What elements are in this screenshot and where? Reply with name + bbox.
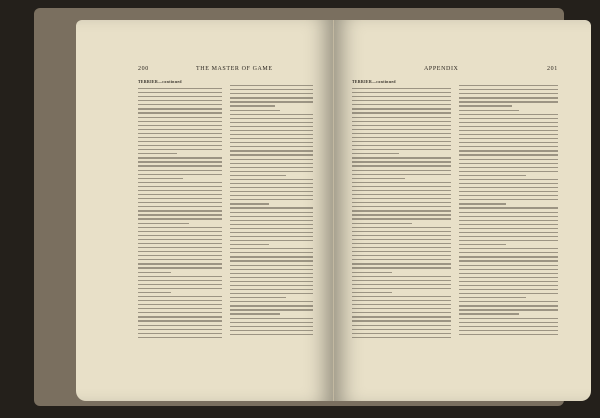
text-line (230, 301, 314, 302)
text-line (352, 320, 451, 321)
text-line (459, 265, 558, 266)
text-line (138, 227, 222, 228)
text-line (138, 206, 222, 207)
text-line (352, 235, 451, 236)
text-line (352, 165, 451, 166)
text-line (352, 267, 451, 268)
text-line (459, 130, 558, 131)
text-line (352, 251, 451, 252)
text-line (230, 207, 314, 208)
text-line (138, 125, 222, 126)
text-line (459, 187, 558, 188)
text-line (459, 114, 558, 115)
text-line (230, 318, 314, 319)
right-column-head: TERRIER—continued (352, 80, 396, 84)
text-line (459, 138, 558, 139)
right-page (334, 20, 591, 401)
text-line (230, 195, 314, 196)
text-line (352, 316, 451, 317)
text-line (138, 243, 222, 244)
text-line (230, 179, 314, 180)
text-line (459, 216, 558, 217)
text-line (352, 280, 451, 281)
text-line (352, 182, 451, 183)
text-line (230, 228, 314, 229)
text-line (230, 199, 314, 200)
text-line (352, 206, 451, 207)
text-line (459, 183, 558, 184)
text-line (138, 108, 222, 109)
text-line (230, 305, 314, 306)
right-running-head: APPENDIX (424, 66, 459, 72)
text-line (459, 89, 558, 90)
text-line (230, 269, 314, 270)
text-line (230, 326, 314, 327)
text-line (459, 334, 558, 335)
text-line (352, 121, 451, 122)
text-line (352, 202, 451, 203)
text-line (138, 325, 222, 326)
text-line (138, 263, 222, 264)
text-line (230, 97, 314, 98)
text-line (230, 248, 314, 249)
text-line (138, 312, 222, 313)
text-line (459, 228, 558, 229)
text-line (352, 296, 451, 297)
text-line (138, 88, 222, 89)
text-line (459, 212, 558, 213)
text-line (230, 146, 314, 147)
text-line (459, 154, 558, 155)
text-line (138, 186, 222, 187)
text-line (459, 126, 558, 127)
text-line (459, 97, 558, 98)
text-line (459, 146, 558, 147)
text-line (138, 300, 222, 301)
text-line (138, 202, 222, 203)
text-line (138, 137, 222, 138)
text-line (459, 93, 558, 94)
text-line (138, 284, 222, 285)
text-line (230, 236, 314, 237)
text-line (230, 313, 281, 314)
text-line (230, 289, 314, 290)
text-line (459, 269, 558, 270)
text-line (352, 96, 451, 97)
text-line (138, 153, 177, 154)
text-line (352, 194, 451, 195)
text-line (138, 223, 189, 224)
text-line (138, 149, 222, 150)
text-line (230, 256, 314, 257)
text-line (230, 89, 314, 90)
left-body-text (138, 80, 313, 340)
text-line (352, 214, 451, 215)
text-line (352, 312, 451, 313)
text-line (459, 142, 558, 143)
text-line (138, 174, 222, 175)
text-line (230, 118, 314, 119)
text-line (352, 300, 451, 301)
text-line (459, 179, 558, 180)
left-column-head: TERRIER—continued (138, 80, 182, 84)
text-line (138, 129, 222, 130)
text-line (459, 134, 558, 135)
text-line (459, 289, 558, 290)
text-line (230, 212, 314, 213)
text-line (459, 159, 558, 160)
text-line (459, 207, 558, 208)
text-line (230, 281, 314, 282)
text-line (459, 85, 558, 86)
text-line (352, 247, 451, 248)
text-line (230, 183, 314, 184)
text-line (352, 239, 451, 240)
text-line (230, 322, 314, 323)
book-spread (34, 8, 564, 406)
text-line (352, 263, 451, 264)
text-line (352, 178, 405, 179)
text-line (230, 163, 314, 164)
text-line (352, 157, 451, 158)
text-line (138, 92, 222, 93)
text-line (352, 190, 451, 191)
text-line (230, 191, 314, 192)
text-line (138, 337, 222, 338)
text-line (230, 101, 314, 102)
text-line (459, 175, 526, 176)
text-line (138, 210, 222, 211)
text-line (138, 276, 222, 277)
text-line (352, 218, 451, 219)
text-line (459, 256, 558, 257)
text-line (459, 203, 506, 204)
text-line (459, 313, 519, 314)
text-line (230, 167, 314, 168)
text-line (138, 145, 222, 146)
text-line (230, 159, 314, 160)
text-line (459, 224, 558, 225)
text-line (459, 118, 558, 119)
text-line (138, 292, 171, 293)
text-line (138, 141, 222, 142)
right-page-header (334, 66, 591, 76)
text-line (230, 216, 314, 217)
text-line (230, 334, 314, 335)
text-line (459, 195, 558, 196)
text-line (230, 297, 287, 298)
text-line (138, 320, 222, 321)
text-line (230, 252, 314, 253)
text-line (230, 293, 314, 294)
text-line (138, 117, 222, 118)
text-line (352, 272, 392, 273)
text-line (459, 301, 558, 302)
text-line (459, 305, 558, 306)
text-line (352, 117, 451, 118)
text-line (230, 203, 269, 204)
text-line (352, 329, 451, 330)
text-line (459, 240, 558, 241)
text-line (230, 273, 314, 274)
text-line (138, 329, 222, 330)
text-line (459, 326, 558, 327)
text-line (230, 142, 314, 143)
text-line (138, 96, 222, 97)
text-line (230, 126, 314, 127)
text-line (138, 190, 222, 191)
text-line (230, 309, 314, 310)
text-line (352, 284, 451, 285)
text-line (138, 198, 222, 199)
text-line (459, 220, 558, 221)
text-line (230, 244, 269, 245)
text-line (138, 333, 222, 334)
text-line (459, 248, 558, 249)
text-line (230, 220, 314, 221)
text-line (459, 199, 558, 200)
text-line (352, 333, 451, 334)
left-page (76, 20, 333, 401)
text-line (138, 235, 222, 236)
text-line (352, 231, 451, 232)
text-line (138, 267, 222, 268)
text-line (230, 110, 281, 111)
text-line (230, 93, 314, 94)
left-page-header (76, 66, 333, 76)
text-line (352, 288, 451, 289)
text-line (138, 304, 222, 305)
text-line (138, 239, 222, 240)
text-line (230, 134, 314, 135)
text-line (138, 121, 222, 122)
text-line (459, 236, 558, 237)
text-line (230, 285, 314, 286)
text-line (459, 122, 558, 123)
text-line (352, 223, 412, 224)
text-line (352, 170, 451, 171)
text-line (138, 157, 222, 158)
text-line (352, 227, 451, 228)
text-line (459, 150, 558, 151)
text-line (138, 112, 222, 113)
text-line (230, 150, 314, 151)
text-line (459, 322, 558, 323)
text-line (459, 163, 558, 164)
text-line (459, 318, 558, 319)
text-line (138, 231, 222, 232)
text-line (138, 133, 222, 134)
text-line (230, 122, 314, 123)
text-line (459, 297, 526, 298)
right-body-text (352, 80, 558, 340)
text-line (230, 154, 314, 155)
text-line (459, 232, 558, 233)
text-line (352, 243, 451, 244)
text-line (138, 170, 222, 171)
text-line (352, 137, 451, 138)
text-line (230, 85, 314, 86)
text-line (459, 277, 558, 278)
text-line (459, 101, 558, 102)
text-line (459, 191, 558, 192)
text-line (352, 292, 392, 293)
text-line (352, 92, 451, 93)
text-line (352, 100, 451, 101)
text-line (230, 330, 314, 331)
text-line (459, 330, 558, 331)
text-line (352, 276, 451, 277)
text-line (230, 130, 314, 131)
text-line (230, 114, 314, 115)
text-line (352, 149, 451, 150)
text-line (138, 308, 222, 309)
text-line (459, 252, 558, 253)
text-line (138, 247, 222, 248)
text-line (352, 308, 451, 309)
text-line (459, 171, 558, 172)
text-line (230, 105, 275, 106)
text-line (138, 100, 222, 101)
text-line (459, 110, 519, 111)
text-line (352, 255, 451, 256)
text-line (459, 244, 506, 245)
text-line (352, 129, 451, 130)
text-line (352, 104, 451, 105)
text-line (352, 161, 451, 162)
text-line (138, 104, 222, 105)
text-line (230, 224, 314, 225)
left-running-head: THE MASTER OF GAME (196, 66, 273, 72)
text-line (459, 293, 558, 294)
left-text-lines (138, 85, 313, 338)
text-line (230, 138, 314, 139)
text-line (352, 198, 451, 199)
text-line (138, 288, 222, 289)
text-line (352, 337, 451, 338)
text-line (138, 182, 222, 183)
text-line (459, 167, 558, 168)
text-line (352, 210, 451, 211)
text-line (138, 165, 222, 166)
text-line (459, 309, 558, 310)
right-text-lines (352, 85, 558, 338)
text-line (352, 112, 451, 113)
text-line (138, 272, 171, 273)
text-line (138, 161, 222, 162)
text-line (138, 178, 183, 179)
text-line (138, 194, 222, 195)
text-line (352, 125, 451, 126)
text-line (352, 304, 451, 305)
text-line (138, 214, 222, 215)
text-line (352, 259, 451, 260)
text-line (230, 277, 314, 278)
text-line (459, 105, 512, 106)
text-line (352, 133, 451, 134)
text-line (459, 285, 558, 286)
text-line (138, 251, 222, 252)
text-line (352, 145, 451, 146)
text-line (352, 141, 451, 142)
text-line (138, 259, 222, 260)
text-line (352, 186, 451, 187)
text-line (230, 260, 314, 261)
text-line (230, 171, 314, 172)
text-line (230, 240, 314, 241)
text-line (459, 273, 558, 274)
text-line (230, 187, 314, 188)
right-page-number: 201 (547, 66, 558, 72)
text-line (138, 280, 222, 281)
text-line (230, 265, 314, 266)
text-line (138, 218, 222, 219)
text-line (352, 325, 451, 326)
text-line (138, 255, 222, 256)
text-line (459, 281, 558, 282)
text-line (230, 232, 314, 233)
text-line (352, 88, 451, 89)
text-line (459, 260, 558, 261)
text-line (352, 153, 399, 154)
text-line (138, 296, 222, 297)
left-page-number: 200 (138, 66, 149, 72)
text-line (230, 175, 287, 176)
text-line (352, 174, 451, 175)
text-line (138, 316, 222, 317)
text-line (352, 108, 451, 109)
